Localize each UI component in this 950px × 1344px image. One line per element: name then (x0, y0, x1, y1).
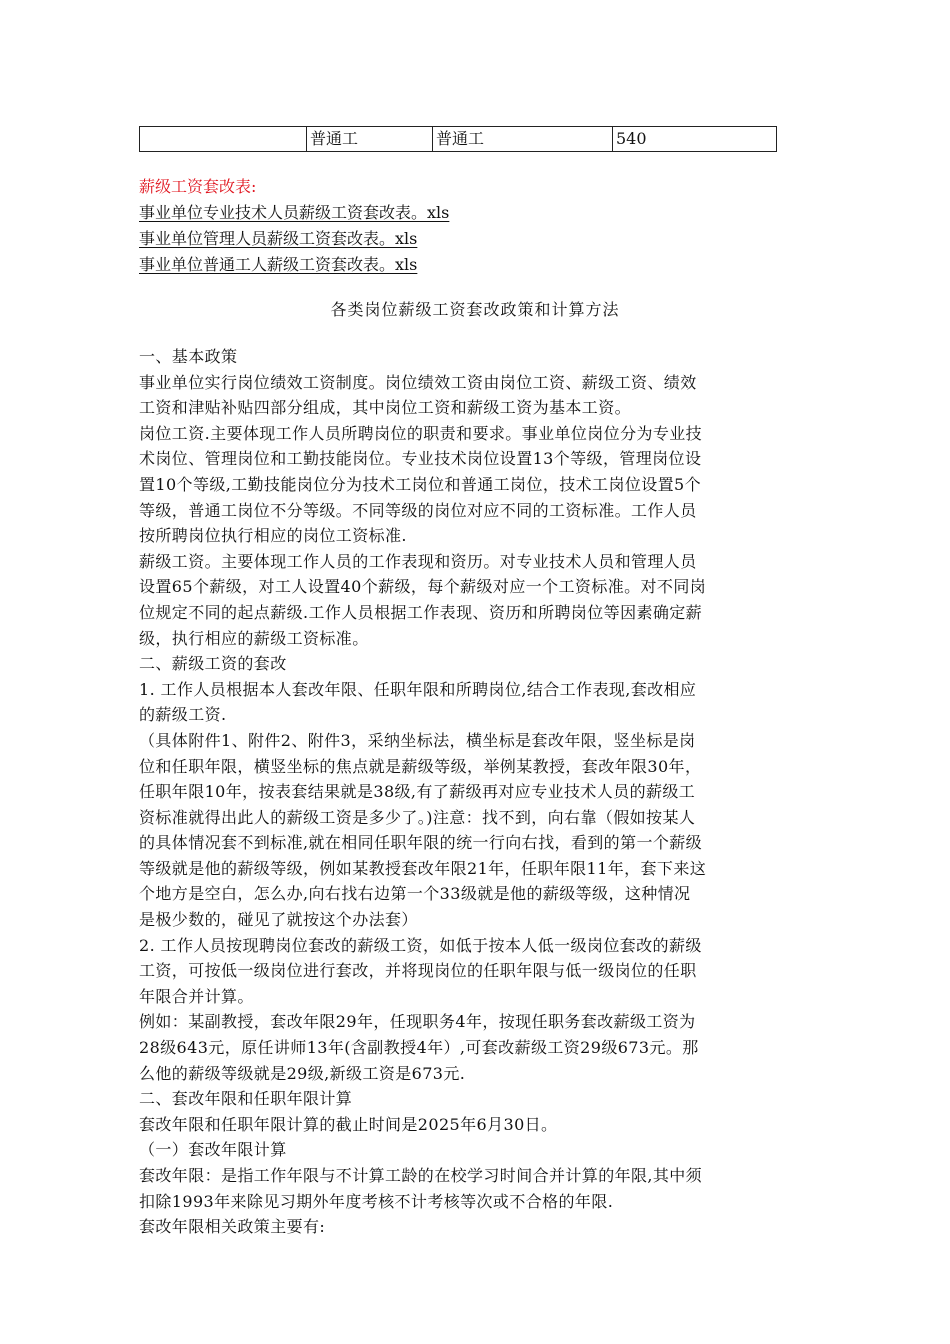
table-row (139, 126, 777, 152)
text-line: 等级，普通工岗位不分等级。不同等级的岗位对应不同的工资标准。工作人员 (139, 500, 697, 520)
text-line: 是极少数的，碰见了就按这个办法套） (139, 910, 418, 930)
text-line: 28级643元，原任讲师13年(含副教授4年）,可套改薪级工资29级673元。那 (139, 1038, 699, 1058)
document-title: 各类岗位薪级工资套改政策和计算方法 (330, 300, 620, 319)
text-line: 术岗位、管理岗位和工勤技能岗位。专业技术岗位设置13个等级，管理岗位设 (139, 449, 702, 469)
text-line: 套改年限和任职年限计算的截止时间是2025年6月30日。 (139, 1114, 558, 1134)
table-cell: 普通工 (307, 127, 433, 151)
text-line: 级，执行相应的薪级工资标准。 (139, 628, 369, 648)
text-line: 资标准就得出此人的薪级工资是多少了。)注意：找不到，向右靠（假如按某人 (139, 807, 696, 827)
text-line: 2. 工作人员按现聘岗位套改的薪级工资，如低于按本人低一级岗位套改的薪级 (139, 935, 702, 955)
text-line: 置10个等级,工勤技能岗位分为技术工岗位和普通工岗位，技术工岗位设置5个 (139, 474, 702, 494)
text-line: 薪级工资。主要体现工作人员的工作表现和资历。对专业技术人员和管理人员 (139, 551, 697, 571)
links-heading: 薪级工资套改表: (139, 177, 257, 196)
text-line: 按所聘岗位执行相应的岗位工资标准. (139, 526, 407, 546)
text-line: （一）套改年限计算 (139, 1140, 287, 1160)
text-line: 个地方是空白，怎么办,向右找右边第一个33级就是他的薪级等级，这种情况 (139, 884, 691, 904)
text-line: 二、套改年限和任职年限计算 (139, 1089, 353, 1109)
text-line: 事业单位实行岗位绩效工资制度。岗位绩效工资由岗位工资、薪级工资、绩效 (139, 372, 697, 392)
text-line: 岗位工资.主要体现工作人员所聘岗位的职责和要求。事业单位岗位分为专业技 (139, 423, 703, 443)
text-line: 工资，可按低一级岗位进行套改，并将现岗位的任职年限与低一级岗位的任职 (139, 961, 697, 981)
link-general-workers-xls[interactable]: 事业单位普通工人薪级工资套改表。xls (139, 255, 418, 274)
body-text (139, 344, 807, 1240)
text-line: 工资和津贴补贴四部分组成，其中岗位工资和薪级工资为基本工资。 (139, 398, 632, 418)
text-line: 套改年限：是指工作年限与不计算工龄的在校学习时间合并计算的年限,其中须 (139, 1166, 703, 1185)
text-line: 位和任职年限，横竖坐标的焦点就是薪级等级，举例某教授，套改年限30年， (139, 756, 702, 776)
text-line: 扣除1993年来除见习期外年度考核不计考核等次或不合格的年限. (139, 1191, 614, 1211)
text-line: 位规定不同的起点薪级.工作人员根据工作表现、资历和所聘岗位等因素确定薪 (139, 602, 703, 622)
text-line: 么他的薪级等级就是29级,新级工资是673元. (139, 1063, 466, 1083)
text-line: 例如：某副教授，套改年限29年，任现职务4年，按现任职务套改薪级工资为 (139, 1012, 696, 1032)
text-line: （具体附件1、附件2、附件3，采纳坐标法，横坐标是套改年限，竖坐标是岗 (139, 730, 696, 750)
table-cell: 540 (616, 129, 647, 148)
link-professional-staff-xls[interactable]: 事业单位专业技术人员薪级工资套改表。xls (139, 203, 450, 222)
text-line: 任职年限10年，按表套结果就是38级,有了薪级再对应专业技术人员的薪级工 (139, 782, 696, 802)
text-line: 1. 工作人员根据本人套改年限、任职年限和所聘岗位,结合工作表现,套改相应 (139, 679, 697, 699)
table-cell: 普通工 (433, 127, 613, 151)
table-cell (140, 127, 307, 151)
text-line: 年限合并计算。 (139, 986, 254, 1006)
text-line: 的具体情况套不到标准,就在相同任职年限的统一行向右找，看到的第一个薪级 (139, 833, 703, 853)
salary-table-links (139, 174, 449, 278)
text-line: 设置65个薪级，对工人设置40个薪级，每个薪级对应一个工资标准。对不同岗 (139, 577, 707, 597)
text-line: 套改年限相关政策主要有: (139, 1217, 326, 1237)
text-line: 等级就是他的薪级等级，例如某教授套改年限21年，任职年限11年，套下来这 (139, 858, 707, 878)
text-line: 二、薪级工资的套改 (139, 654, 287, 674)
text-line: 的薪级工资. (139, 705, 227, 725)
link-management-staff-xls[interactable]: 事业单位管理人员薪级工资套改表。xls (139, 229, 418, 248)
text-line: 一、基本政策 (139, 347, 238, 366)
